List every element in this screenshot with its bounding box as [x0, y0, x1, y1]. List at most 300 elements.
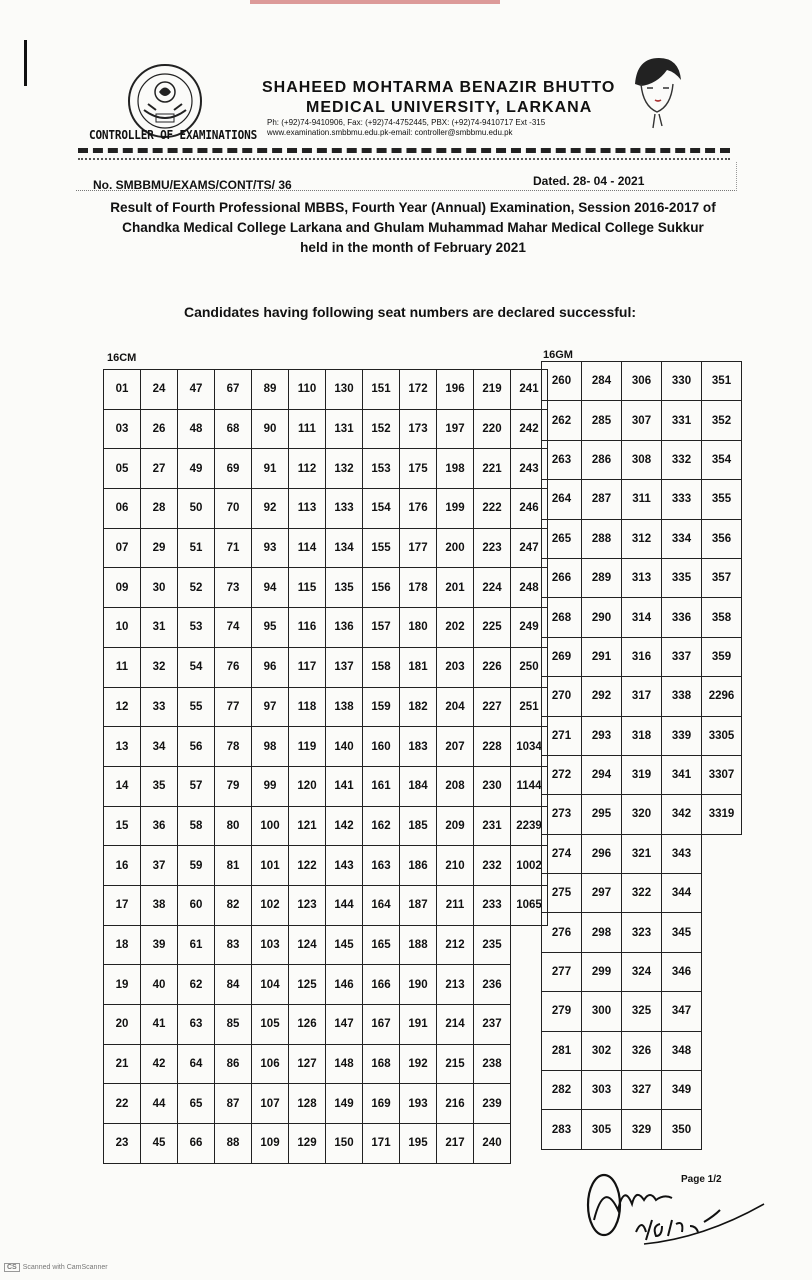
seat-number-cell: 81 — [215, 846, 252, 886]
table-row — [104, 1124, 548, 1164]
seat-number-cell: 03 — [104, 409, 141, 449]
seat-number-cell: 79 — [215, 766, 252, 806]
table-row — [104, 528, 548, 568]
seat-number-cell: 203 — [437, 647, 474, 687]
seat-number-cell — [702, 834, 742, 873]
seat-number-cell: 29 — [141, 528, 178, 568]
seat-number-cell: 87 — [215, 1084, 252, 1124]
seat-number-cell: 290 — [582, 598, 622, 637]
seat-number-cell: 183 — [400, 727, 437, 767]
seat-number-cell: 279 — [542, 992, 582, 1031]
seat-number-cell: 275 — [542, 874, 582, 913]
seat-number-cell: 325 — [622, 992, 662, 1031]
seat-number-cell: 143 — [326, 846, 363, 886]
seat-number-cell: 124 — [289, 925, 326, 965]
college-code-left: 16CM — [107, 352, 137, 364]
seat-number-cell: 351 — [702, 362, 742, 401]
table-row — [542, 992, 742, 1031]
table-row — [104, 449, 548, 489]
seat-number-cell: 147 — [326, 1005, 363, 1045]
seat-number-cell: 212 — [437, 925, 474, 965]
seat-number-cell: 282 — [542, 1071, 582, 1110]
seat-number-cell: 173 — [400, 409, 437, 449]
declaration-heading: Candidates having following seat numbers are declared successful: — [183, 304, 637, 320]
seat-number-cell: 120 — [289, 766, 326, 806]
contact-phone: Ph: (+92)74-9410906, Fax: (+92)74-4752445, PBX: (+92)74-9410717 Ext -315 — [267, 118, 546, 127]
seat-number-cell: 188 — [400, 925, 437, 965]
seat-number-cell: 59 — [178, 846, 215, 886]
seat-number-cell: 300 — [582, 992, 622, 1031]
seat-number-cell — [702, 913, 742, 952]
seat-number-cell: 356 — [702, 519, 742, 558]
seat-number-cell: 202 — [437, 608, 474, 648]
seat-number-cell: 113 — [289, 489, 326, 529]
seat-number-cell: 260 — [542, 362, 582, 401]
scanner-watermark — [4, 1263, 108, 1272]
seat-number-cell: 214 — [437, 1005, 474, 1045]
seat-number-cell: 199 — [437, 489, 474, 529]
seat-number-cell: 07 — [104, 528, 141, 568]
seat-number-cell: 18 — [104, 925, 141, 965]
seat-number-cell: 306 — [622, 362, 662, 401]
seat-number-cell: 289 — [582, 558, 622, 597]
seat-number-cell: 184 — [400, 766, 437, 806]
seat-number-cell: 357 — [702, 558, 742, 597]
seat-number-cell: 238 — [474, 1044, 511, 1084]
seat-number-cell: 68 — [215, 409, 252, 449]
seat-number-cell: 103 — [252, 925, 289, 965]
seat-number-cell: 10 — [104, 608, 141, 648]
seat-number-cell: 167 — [363, 1005, 400, 1045]
seat-number-cell: 155 — [363, 528, 400, 568]
seat-number-cell: 144 — [326, 885, 363, 925]
seat-number-cell: 230 — [474, 766, 511, 806]
seat-number-cell: 145 — [326, 925, 363, 965]
seat-number-cell: 215 — [437, 1044, 474, 1084]
seat-number-cell: 2239 — [511, 806, 548, 846]
seat-number-cell: 48 — [178, 409, 215, 449]
university-name-line2: MEDICAL UNIVERSITY, LARKANA — [306, 99, 593, 116]
seat-number-cell: 118 — [289, 687, 326, 727]
table-row — [542, 598, 742, 637]
seat-number-cell: 44 — [141, 1084, 178, 1124]
seat-number-cell: 123 — [289, 885, 326, 925]
table-row — [104, 687, 548, 727]
seat-number-cell: 223 — [474, 528, 511, 568]
seat-number-cell: 112 — [289, 449, 326, 489]
seat-number-cell: 130 — [326, 370, 363, 410]
seat-number-cell: 01 — [104, 370, 141, 410]
seat-number-cell: 126 — [289, 1005, 326, 1045]
seat-number-cell: 329 — [622, 1110, 662, 1149]
seat-number-cell: 330 — [662, 362, 702, 401]
seat-number-cell: 1144 — [511, 766, 548, 806]
seat-number-cell: 274 — [542, 834, 582, 873]
scanner-text: Scanned with CamScanner — [22, 1264, 108, 1271]
seat-number-cell: 45 — [141, 1124, 178, 1164]
seat-number-cell: 178 — [400, 568, 437, 608]
seat-number-cell: 37 — [141, 846, 178, 886]
seat-number-cell: 352 — [702, 401, 742, 440]
seat-number-cell: 172 — [400, 370, 437, 410]
seat-number-cell: 125 — [289, 965, 326, 1005]
seat-number-cell: 70 — [215, 489, 252, 529]
seat-number-cell: 331 — [662, 401, 702, 440]
seat-number-cell: 201 — [437, 568, 474, 608]
seat-number-cell: 119 — [289, 727, 326, 767]
table-row — [542, 637, 742, 676]
seat-number-cell: 262 — [542, 401, 582, 440]
seat-number-cell: 271 — [542, 716, 582, 755]
table-row — [542, 952, 742, 991]
seat-number-cell: 156 — [363, 568, 400, 608]
seat-number-cell: 247 — [511, 528, 548, 568]
seat-number-cell: 69 — [215, 449, 252, 489]
portrait-image — [625, 54, 687, 132]
seat-number-cell: 233 — [474, 885, 511, 925]
seat-number-cell: 190 — [400, 965, 437, 1005]
seat-number-cell: 158 — [363, 647, 400, 687]
seat-number-cell: 335 — [662, 558, 702, 597]
table-row — [542, 558, 742, 597]
seat-number-cell: 349 — [662, 1071, 702, 1110]
seat-number-cell: 23 — [104, 1124, 141, 1164]
seat-number-cell: 165 — [363, 925, 400, 965]
seat-number-cell: 221 — [474, 449, 511, 489]
seat-number-cell: 249 — [511, 608, 548, 648]
seat-number-cell: 77 — [215, 687, 252, 727]
seat-number-cell: 160 — [363, 727, 400, 767]
seat-number-cell: 295 — [582, 795, 622, 834]
seat-number-cell: 187 — [400, 885, 437, 925]
seat-number-cell: 115 — [289, 568, 326, 608]
seat-table-16gm — [541, 361, 742, 1150]
seat-number-cell: 1034 — [511, 727, 548, 767]
seat-number-cell: 86 — [215, 1044, 252, 1084]
seat-number-cell — [702, 1031, 742, 1070]
seat-number-cell: 242 — [511, 409, 548, 449]
seat-number-cell: 73 — [215, 568, 252, 608]
seat-number-cell: 30 — [141, 568, 178, 608]
seat-number-cell: 265 — [542, 519, 582, 558]
seat-number-cell: 104 — [252, 965, 289, 1005]
document-title — [78, 198, 748, 258]
seat-number-cell: 31 — [141, 608, 178, 648]
seat-number-cell: 142 — [326, 806, 363, 846]
camscanner-icon: CS — [4, 1263, 20, 1272]
seat-number-cell — [702, 1071, 742, 1110]
seat-number-cell: 208 — [437, 766, 474, 806]
seat-number-cell: 182 — [400, 687, 437, 727]
seat-number-cell: 3307 — [702, 755, 742, 794]
seat-number-cell: 358 — [702, 598, 742, 637]
seat-number-cell: 131 — [326, 409, 363, 449]
seat-number-cell: 53 — [178, 608, 215, 648]
seat-number-cell: 251 — [511, 687, 548, 727]
table-row — [104, 1005, 548, 1045]
seat-number-cell: 319 — [622, 755, 662, 794]
seat-number-cell: 152 — [363, 409, 400, 449]
seat-number-cell: 224 — [474, 568, 511, 608]
seat-number-cell: 102 — [252, 885, 289, 925]
seat-number-cell: 13 — [104, 727, 141, 767]
seat-number-cell: 222 — [474, 489, 511, 529]
seat-number-cell: 191 — [400, 1005, 437, 1045]
seat-number-cell: 1002 — [511, 846, 548, 886]
seat-number-cell: 277 — [542, 952, 582, 991]
seat-number-cell: 96 — [252, 647, 289, 687]
seat-number-cell: 136 — [326, 608, 363, 648]
seat-number-cell: 22 — [104, 1084, 141, 1124]
seat-number-cell: 283 — [542, 1110, 582, 1149]
seat-number-cell: 197 — [437, 409, 474, 449]
seat-number-cell: 116 — [289, 608, 326, 648]
seat-number-cell: 20 — [104, 1005, 141, 1045]
seat-number-cell: 26 — [141, 409, 178, 449]
table-row — [104, 965, 548, 1005]
seat-number-cell: 346 — [662, 952, 702, 991]
seat-number-cell: 121 — [289, 806, 326, 846]
seat-number-cell: 133 — [326, 489, 363, 529]
seat-number-cell: 220 — [474, 409, 511, 449]
seat-number-cell: 129 — [289, 1124, 326, 1164]
seat-number-cell: 91 — [252, 449, 289, 489]
seat-number-cell — [702, 1110, 742, 1149]
table-row — [104, 885, 548, 925]
seat-number-cell: 65 — [178, 1084, 215, 1124]
seat-number-cell: 232 — [474, 846, 511, 886]
seat-number-cell: 105 — [252, 1005, 289, 1045]
seat-number-cell: 264 — [542, 480, 582, 519]
seat-number-cell: 276 — [542, 913, 582, 952]
seat-number-cell: 263 — [542, 440, 582, 479]
seat-number-cell — [702, 952, 742, 991]
reference-number: No. SMBBMU/EXAMS/CONT/TS/ 36 — [93, 178, 292, 192]
seat-number-cell: 28 — [141, 489, 178, 529]
seat-number-cell: 132 — [326, 449, 363, 489]
seat-number-cell: 342 — [662, 795, 702, 834]
seat-number-cell: 332 — [662, 440, 702, 479]
seat-number-cell: 09 — [104, 568, 141, 608]
seat-number-cell: 287 — [582, 480, 622, 519]
seat-number-cell: 82 — [215, 885, 252, 925]
seat-number-cell: 106 — [252, 1044, 289, 1084]
seat-number-cell: 24 — [141, 370, 178, 410]
seat-number-cell: 321 — [622, 834, 662, 873]
seat-number-cell: 209 — [437, 806, 474, 846]
seat-number-cell: 196 — [437, 370, 474, 410]
seat-number-cell: 83 — [215, 925, 252, 965]
seat-number-cell: 42 — [141, 1044, 178, 1084]
seat-number-cell: 350 — [662, 1110, 702, 1149]
page-number: Page 1/2 — [681, 1174, 722, 1185]
seat-number-cell: 216 — [437, 1084, 474, 1124]
table-row — [542, 874, 742, 913]
seat-number-cell: 291 — [582, 637, 622, 676]
seat-number-cell: 14 — [104, 766, 141, 806]
seat-number-cell: 134 — [326, 528, 363, 568]
seat-number-cell: 318 — [622, 716, 662, 755]
seat-number-cell: 268 — [542, 598, 582, 637]
seat-number-cell: 336 — [662, 598, 702, 637]
seat-number-cell: 250 — [511, 647, 548, 687]
seat-number-cell: 219 — [474, 370, 511, 410]
seat-number-cell: 317 — [622, 677, 662, 716]
table-row — [104, 727, 548, 767]
seat-number-cell: 85 — [215, 1005, 252, 1045]
seat-number-cell: 225 — [474, 608, 511, 648]
seat-number-cell — [702, 874, 742, 913]
table-row — [542, 401, 742, 440]
seat-number-cell: 150 — [326, 1124, 363, 1164]
seat-number-cell: 140 — [326, 727, 363, 767]
university-name-line1: SHAHEED MOHTARMA BENAZIR BHUTTO — [262, 79, 616, 96]
seat-number-cell: 200 — [437, 528, 474, 568]
seat-number-cell: 164 — [363, 885, 400, 925]
seat-number-cell: 117 — [289, 647, 326, 687]
seat-number-cell: 312 — [622, 519, 662, 558]
seat-number-cell: 122 — [289, 846, 326, 886]
seat-number-cell: 146 — [326, 965, 363, 1005]
seat-number-cell: 71 — [215, 528, 252, 568]
contact-web-email: www.examination.smbbmu.edu.pk-email: controller@smbbmu.edu.pk — [267, 128, 513, 137]
seat-number-cell: 248 — [511, 568, 548, 608]
seat-number-cell: 298 — [582, 913, 622, 952]
seat-number-cell: 57 — [178, 766, 215, 806]
table-row — [542, 1031, 742, 1070]
seat-number-cell: 141 — [326, 766, 363, 806]
seat-number-cell: 345 — [662, 913, 702, 952]
seat-number-cell: 36 — [141, 806, 178, 846]
table-row — [104, 608, 548, 648]
seat-number-cell: 52 — [178, 568, 215, 608]
seat-number-cell: 62 — [178, 965, 215, 1005]
seat-number-cell: 138 — [326, 687, 363, 727]
seat-number-cell: 343 — [662, 834, 702, 873]
seat-number-cell: 181 — [400, 647, 437, 687]
margin-mark — [24, 40, 27, 86]
seat-number-cell: 239 — [474, 1084, 511, 1124]
seat-number-cell: 344 — [662, 874, 702, 913]
seat-number-cell: 338 — [662, 677, 702, 716]
seat-number-cell: 175 — [400, 449, 437, 489]
seat-number-cell: 80 — [215, 806, 252, 846]
seat-table-16cm — [103, 369, 548, 1164]
seat-number-cell: 92 — [252, 489, 289, 529]
seat-number-cell: 273 — [542, 795, 582, 834]
seat-number-cell: 341 — [662, 755, 702, 794]
seat-number-cell: 168 — [363, 1044, 400, 1084]
seat-number-cell: 51 — [178, 528, 215, 568]
seat-number-cell: 3305 — [702, 716, 742, 755]
seat-number-cell: 12 — [104, 687, 141, 727]
table-row — [542, 480, 742, 519]
seat-number-cell: 101 — [252, 846, 289, 886]
seat-number-cell: 270 — [542, 677, 582, 716]
seat-number-cell: 355 — [702, 480, 742, 519]
seat-number-cell: 281 — [542, 1031, 582, 1070]
table-row — [542, 440, 742, 479]
seat-number-cell: 159 — [363, 687, 400, 727]
header-divider-dotted — [78, 158, 730, 160]
seat-number-cell: 241 — [511, 370, 548, 410]
seat-number-cell: 50 — [178, 489, 215, 529]
seat-number-cell: 64 — [178, 1044, 215, 1084]
seat-number-cell: 127 — [289, 1044, 326, 1084]
table-row — [104, 568, 548, 608]
seat-number-cell: 47 — [178, 370, 215, 410]
seat-number-cell: 17 — [104, 885, 141, 925]
table-row — [104, 806, 548, 846]
seat-number-cell: 323 — [622, 913, 662, 952]
seat-number-cell: 128 — [289, 1084, 326, 1124]
seat-number-cell: 97 — [252, 687, 289, 727]
seat-number-cell: 06 — [104, 489, 141, 529]
seat-number-cell: 66 — [178, 1124, 215, 1164]
table-row — [542, 1110, 742, 1149]
seat-number-cell: 210 — [437, 846, 474, 886]
seat-number-cell: 359 — [702, 637, 742, 676]
seat-number-cell: 16 — [104, 846, 141, 886]
seat-number-cell: 285 — [582, 401, 622, 440]
seat-number-cell: 240 — [474, 1124, 511, 1164]
seat-number-cell: 35 — [141, 766, 178, 806]
seat-number-cell: 211 — [437, 885, 474, 925]
seat-number-cell: 1065 — [511, 885, 548, 925]
top-edge-mark — [250, 0, 500, 4]
seat-number-cell: 296 — [582, 834, 622, 873]
seat-number-cell: 302 — [582, 1031, 622, 1070]
seat-number-cell: 284 — [582, 362, 622, 401]
seat-number-cell: 60 — [178, 885, 215, 925]
table-row — [104, 846, 548, 886]
seat-number-cell: 163 — [363, 846, 400, 886]
seat-number-cell: 58 — [178, 806, 215, 846]
seat-number-cell: 89 — [252, 370, 289, 410]
seat-number-cell: 305 — [582, 1110, 622, 1149]
seat-number-cell: 226 — [474, 647, 511, 687]
seat-number-cell: 171 — [363, 1124, 400, 1164]
table-row — [104, 925, 548, 965]
seat-number-cell: 327 — [622, 1071, 662, 1110]
seat-number-cell: 347 — [662, 992, 702, 1031]
seat-number-cell: 348 — [662, 1031, 702, 1070]
seat-number-cell: 288 — [582, 519, 622, 558]
header-divider-dashed — [78, 148, 730, 153]
college-code-right: 16GM — [543, 349, 573, 361]
seat-number-cell: 137 — [326, 647, 363, 687]
table-row — [542, 913, 742, 952]
seat-number-cell: 56 — [178, 727, 215, 767]
seat-number-cell: 246 — [511, 489, 548, 529]
seat-number-cell: 213 — [437, 965, 474, 1005]
seat-number-cell: 185 — [400, 806, 437, 846]
seat-number-cell: 67 — [215, 370, 252, 410]
seat-number-cell: 333 — [662, 480, 702, 519]
seat-number-cell: 313 — [622, 558, 662, 597]
seat-number-cell: 235 — [474, 925, 511, 965]
seat-number-cell: 339 — [662, 716, 702, 755]
seat-number-cell: 286 — [582, 440, 622, 479]
seat-number-cell: 151 — [363, 370, 400, 410]
seat-number-cell: 19 — [104, 965, 141, 1005]
seat-number-cell: 15 — [104, 806, 141, 846]
seat-number-cell: 166 — [363, 965, 400, 1005]
seat-number-cell: 198 — [437, 449, 474, 489]
seat-number-cell: 292 — [582, 677, 622, 716]
seat-number-cell: 320 — [622, 795, 662, 834]
seat-number-cell: 94 — [252, 568, 289, 608]
